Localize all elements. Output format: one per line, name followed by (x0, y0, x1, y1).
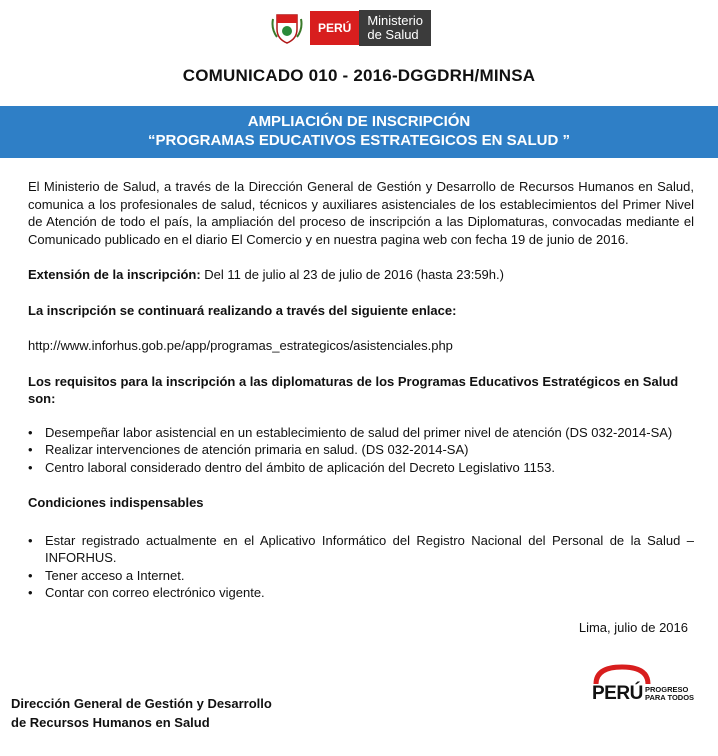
brand-word: PERÚ (592, 683, 643, 704)
extension-value: Del 11 de julio al 23 de julio de 2016 (hasta 23:59h.) (200, 267, 504, 282)
brand-tagline (645, 686, 694, 702)
place-date: Lima, julio de 2016 (578, 620, 688, 635)
document-title: COMUNICADO 010 - 2016-DGGDRH/MINSA (182, 66, 536, 85)
link-intro: La inscripción se continuará realizando a través del siguiente enlace: (28, 302, 457, 318)
requirements-heading: Los requisitos para la inscripción a las diplomaturas de los Programas Educativos Estratégicos en Salud son: (28, 373, 679, 406)
brand-tagline-line2: PARA TODOS (645, 693, 695, 702)
title-banner (0, 106, 718, 158)
banner-line1: AMPLIACIÓN DE INSCRIPCIÓN (247, 113, 471, 130)
list-item: • Estar registrado actualmente en el Aplicativo Informático del Registro Nacional del Personal de la Salud – INFORHUS. (28, 532, 694, 567)
list-item: • Centro laboral considerado dentro del ámbito de aplicación del Decreto Legislativo 1153. (28, 459, 694, 477)
office-signature (11, 694, 272, 732)
office-line2: de Recursos Humanos en Salud (11, 715, 210, 730)
list-item: • Realizar intervenciones de atención primaria en salud. (DS 032-2014-SA) (28, 441, 694, 459)
document-body (28, 178, 694, 602)
extension-line (28, 266, 694, 284)
brand-tagline-line1: PROGRESO (645, 685, 689, 694)
list-item: • Desempeñar labor asistencial en un establecimiento de salud del primer nivel de atención (DS 032-2014-SA) (28, 424, 694, 442)
list-item: • Tener acceso a Internet. (28, 567, 694, 585)
logo-ministry-line2: de Salud (367, 27, 419, 42)
requirements-list (28, 424, 694, 477)
logo-ministry (359, 10, 431, 46)
intro-paragraph: El Ministerio de Salud, a través de la Dirección General de Gestión y Desarrollo de Recursos Humanos en Salud, comunica a los profesionales de salud, técnicos y auxiliares asistenciales de los establecimientos del Primer Nivel de Atención de todo el país, la ampliación del proceso de inscripción a las Diplomaturas, convocadas mediante el Comunicado publicado en el diario El Comercio y en nuestra pagina web con fecha 19 de junio de 2016. (28, 179, 694, 247)
list-item: • Contar con correo electrónico vigente. (28, 584, 694, 602)
conditions-heading: Condiciones indispensables (28, 495, 204, 510)
registration-link[interactable]: http://www.inforhus.gob.pe/app/programas_estrategicos/asistenciales.php (28, 338, 453, 353)
extension-label: Extensión de la inscripción: (28, 267, 201, 282)
peru-brand-logo (592, 664, 704, 708)
logo-country: PERÚ (306, 11, 359, 45)
office-line1: Dirección General de Gestión y Desarrollo (11, 696, 272, 711)
ministry-logo (270, 10, 431, 46)
coat-of-arms-icon (270, 11, 304, 45)
logo-ministry-line1: Ministerio (367, 13, 423, 28)
banner-line2: “PROGRAMAS EDUCATIVOS ESTRATEGICOS EN SALUD ” (148, 132, 570, 149)
conditions-list (28, 532, 694, 602)
